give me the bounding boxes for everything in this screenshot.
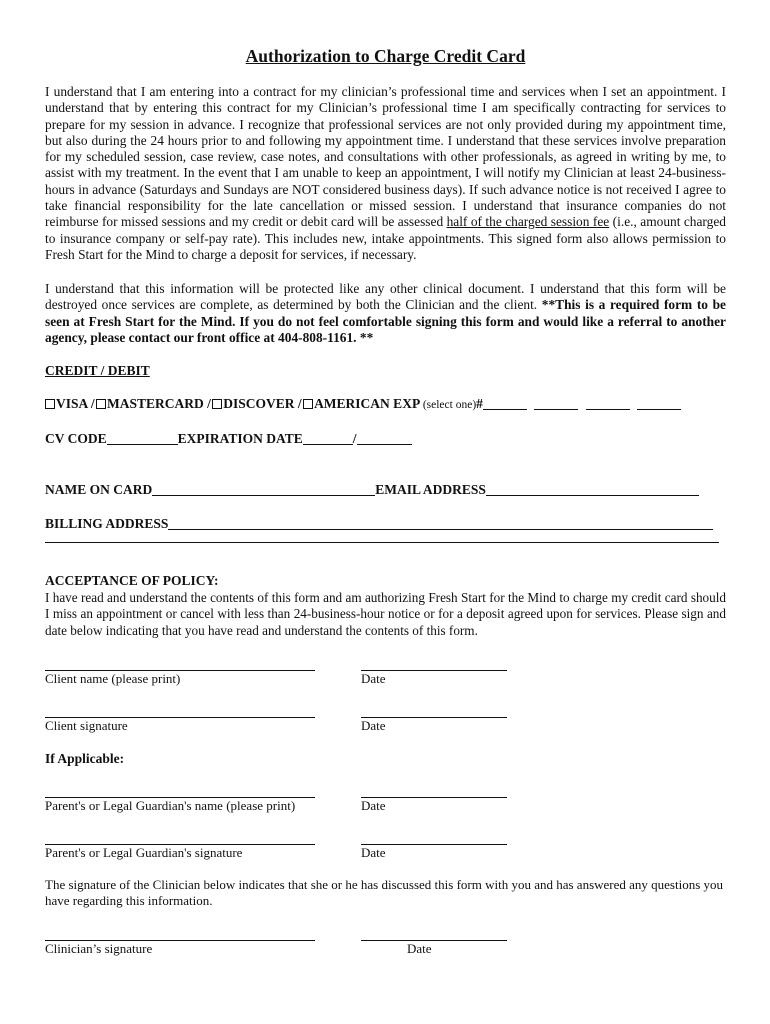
- expiration-separator: /: [352, 431, 357, 446]
- clinician-signature-date-line[interactable]: [361, 940, 507, 941]
- mastercard-label: MASTERCARD /: [107, 396, 211, 411]
- cv-expiration-row: [45, 431, 412, 447]
- client-signature-label: Client signature: [45, 718, 128, 733]
- discover-checkbox[interactable]: [212, 399, 222, 409]
- amex-checkbox[interactable]: [303, 399, 313, 409]
- contract-text-end: (i.e., amount charged to insurance company or self-pay rate). This includes new, intake appointments. This signed form also allows permission to Fresh Start for the Mind to charge a deposit for services, if necessary.: [45, 214, 726, 262]
- email-field[interactable]: [486, 483, 699, 496]
- clinician-note: The signature of the Clinician below indicates that she or he has discussed this form with you and has answered any questions you have regarding this information.: [45, 877, 724, 909]
- billing-address-row: [45, 516, 713, 532]
- email-label: EMAIL ADDRESS: [375, 482, 486, 497]
- contract-paragraph: [45, 84, 726, 263]
- client-name-date-label: Date: [361, 671, 386, 686]
- amex-label: AMERICAN EXP: [314, 396, 420, 411]
- if-applicable-header: If Applicable:: [45, 751, 125, 766]
- guardian-name-date-label: Date: [361, 798, 386, 813]
- name-email-row: [45, 482, 699, 498]
- name-on-card-label: NAME ON CARD: [45, 482, 153, 497]
- card-number-label: #: [476, 396, 483, 411]
- select-one-note: (select one): [422, 399, 477, 411]
- acceptance-text: I have read and understand the contents of this form and am authorizing Fresh Start for the Mind to charge my credit card should I miss an appointment or cancel with less than 24-business-hour notice or for a deposit agreed upon for services. Please sign and date below indicating that you have read and understand the contents of this form.: [45, 590, 726, 638]
- card-type-row: [45, 396, 681, 412]
- credit-debit-header: CREDIT / DEBIT: [45, 363, 150, 378]
- visa-label: VISA /: [56, 396, 95, 411]
- expiration-label: EXPIRATION DATE: [177, 431, 303, 446]
- form-title: Authorization to Charge Credit Card: [245, 46, 526, 66]
- card-number-field-4[interactable]: [637, 397, 681, 410]
- guardian-name-label: Parent's or Legal Guardian's name (please print): [45, 798, 296, 813]
- client-signature-date-label: Date: [361, 718, 386, 733]
- card-number-field-2[interactable]: [534, 397, 578, 410]
- client-name-label: Client name (please print): [45, 671, 181, 686]
- name-on-card-field[interactable]: [152, 483, 375, 496]
- billing-address-field[interactable]: [168, 517, 713, 530]
- discover-label: DISCOVER /: [223, 396, 302, 411]
- guardian-signature-label: Parent's or Legal Guardian's signature: [45, 845, 243, 860]
- clinician-signature-label: Clinician’s signature: [45, 941, 153, 956]
- card-number-field-3[interactable]: [586, 397, 630, 410]
- visa-checkbox[interactable]: [45, 399, 55, 409]
- privacy-text: I understand that this information will be protected like any other clinical document. I understand that this form will be destroyed once services are complete, as determined by both the Clinician and the client.: [45, 281, 726, 313]
- expiration-month-field[interactable]: [303, 432, 353, 445]
- cv-code-field[interactable]: [107, 432, 178, 445]
- mastercard-checkbox[interactable]: [96, 399, 106, 409]
- contract-text-start: I understand that I am entering into a contract for my clinician’s professional time and services when I set an appointment. I understand that by entering this contract for my Clinician’s professional time I am specifically contracting for services to prepare for my session in advance. I recognize that professional services are not only provided during my appointment time, but also during the 24 hours prior to and following my appointment time. I understand that these services involve preparation for my scheduled session, case review, case notes, and consultations with other professionals, as agreed in writing by me, to assist with my treatment. In the event that I am unable to keep an appointment, I will notify my Clinician at least 24-business-hours in advance (Saturdays and Sundays are NOT considered business days). If such advance notice is not received I agree to take financial responsibility for the late cancellation or missed session. I understand that insurance companies do not reimburse for missed sessions and my credit or debit card will be assessed: [45, 84, 726, 230]
- clinician-signature-date-label: Date: [407, 941, 432, 956]
- billing-address-field-line-2[interactable]: [45, 542, 719, 543]
- privacy-paragraph: [45, 281, 726, 346]
- expiration-year-field[interactable]: [357, 432, 412, 445]
- required-form-notice: **This is a required form to be seen at Fresh Start for the Mind. If you do not feel comfortable signing this form and would like a referral to another agency, please contact our front office at 404-808-1161. **: [45, 297, 726, 345]
- acceptance-header: ACCEPTANCE OF POLICY:: [45, 573, 219, 588]
- card-number-field-1[interactable]: [483, 397, 527, 410]
- session-fee-underlined: half of the charged session fee: [446, 214, 610, 230]
- cv-code-label: CV CODE: [45, 431, 107, 446]
- guardian-signature-date-label: Date: [361, 845, 386, 860]
- billing-address-label: BILLING ADDRESS: [45, 516, 169, 531]
